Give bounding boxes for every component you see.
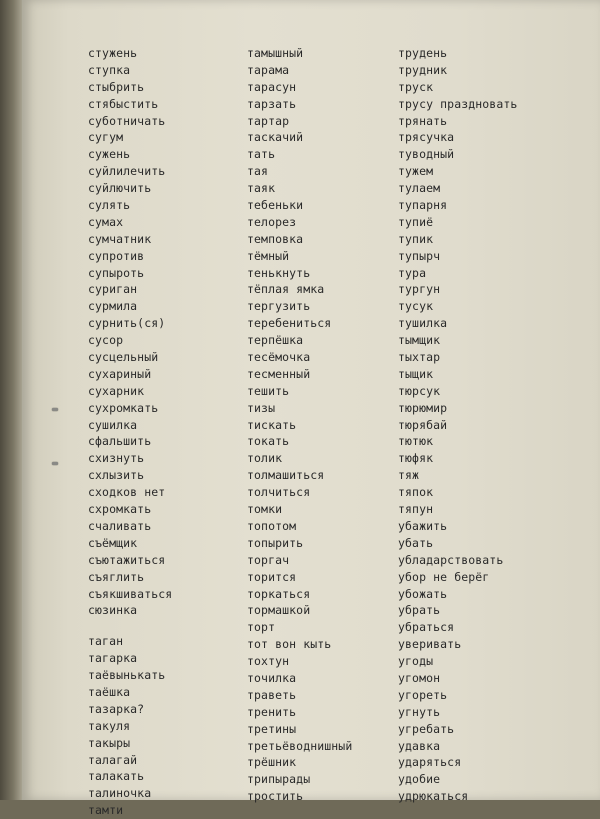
word-entry: убажить — [398, 518, 448, 533]
word-entry: схромкать — [88, 502, 152, 517]
word-entry: тупарня — [398, 198, 448, 213]
word-entry: съякшиваться — [88, 586, 173, 601]
word-entry: убор не берёг — [398, 569, 490, 584]
word-entry: суйлилечить — [88, 164, 166, 179]
word-entry: тартар — [247, 113, 290, 128]
word-entry: трипырады — [247, 772, 311, 787]
word-entry: тыщик — [398, 366, 434, 381]
word-entry: тесменный — [247, 366, 311, 381]
word-entry: тяж — [398, 468, 420, 483]
word-entry: торкаться — [247, 586, 311, 601]
word-entry: третьёводнишный — [247, 738, 353, 753]
staple-top — [52, 408, 58, 411]
word-entry: темповка — [247, 231, 304, 246]
word-entry: удрюкаться — [398, 789, 469, 804]
word-group-s — [88, 45, 172, 619]
word-entry: теребениться — [247, 316, 332, 331]
word-entry: токать — [247, 434, 290, 449]
word-entry: схлызить — [88, 468, 145, 483]
word-entry: удавка — [398, 738, 441, 753]
word-entry: тымщик — [398, 333, 441, 348]
word-entry: тупырч — [398, 248, 441, 263]
word-entry: ступка — [88, 62, 131, 77]
word-entry: сюзинка — [88, 603, 138, 618]
word-entry: тамти — [88, 803, 124, 818]
word-entry: тая — [247, 164, 269, 179]
word-entry: трясучка — [398, 130, 455, 145]
word-entry: сумах — [88, 214, 124, 229]
word-entry: трудник — [398, 62, 448, 77]
word-entry: сугум — [88, 130, 124, 145]
word-entry: тура — [398, 265, 427, 280]
word-entry: тохтун — [247, 654, 290, 669]
word-entry: тот вон кыть — [247, 637, 332, 652]
word-entry: угомон — [398, 670, 441, 685]
word-entry: тыхтар — [398, 350, 441, 365]
word-entry: угореть — [398, 687, 448, 702]
word-entry: тазарка? — [88, 701, 145, 716]
word-entry: суйлючить — [88, 181, 152, 196]
word-entry: трусу праздновать — [398, 96, 518, 111]
word-entry: съютажиться — [88, 552, 166, 567]
word-entry: тюрябай — [398, 417, 448, 432]
word-entry: тургун — [398, 282, 441, 297]
word-entry: талакать — [88, 769, 145, 784]
word-entry: сусцельный — [88, 350, 159, 365]
word-entry: сходков нет — [88, 485, 166, 500]
word-entry: туводный — [398, 147, 455, 162]
word-entry: сусор — [88, 333, 124, 348]
word-entry: таган — [88, 634, 124, 649]
word-entry: тебеньки — [247, 198, 304, 213]
word-entry: убраться — [398, 620, 455, 635]
word-entry: тяпок — [398, 485, 434, 500]
word-entry: томки — [247, 502, 283, 517]
word-entry: топотом — [247, 518, 297, 533]
word-entry: труск — [398, 79, 434, 94]
word-entry: тренить — [247, 704, 297, 719]
word-entry: стужень — [88, 46, 138, 60]
word-entry: тарама — [247, 62, 290, 77]
word-entry: тагарка — [88, 651, 138, 666]
staple-bottom — [52, 462, 58, 465]
word-entry: счаливать — [88, 518, 152, 533]
word-entry: удобие — [398, 772, 441, 787]
word-entry: трянать — [398, 113, 448, 128]
word-group-t — [247, 45, 352, 805]
word-entry: сухромкать — [88, 400, 159, 415]
word-entry: тютюк — [398, 434, 434, 449]
word-entry: топырить — [247, 535, 304, 550]
word-entry: угнуть — [398, 704, 441, 719]
word-entry: таскачий — [247, 130, 304, 145]
word-entry: тулаем — [398, 181, 441, 196]
word-column-3 — [398, 45, 517, 805]
word-entry: тарасун — [247, 79, 297, 94]
word-group-tr-u — [398, 45, 517, 805]
word-entry: убрать — [398, 603, 441, 618]
word-entry: сулять — [88, 198, 131, 213]
word-entry: сужень — [88, 147, 131, 162]
word-entry: тусук — [398, 299, 434, 314]
word-entry: угребать — [398, 721, 455, 736]
word-entry: точилка — [247, 670, 297, 685]
word-entry: тёплая ямка — [247, 282, 325, 297]
word-entry: таёшка — [88, 684, 131, 699]
word-entry: тюрюмир — [398, 400, 448, 415]
word-entry: супыроть — [88, 265, 145, 280]
word-entry: съёмщик — [88, 535, 138, 550]
word-entry: тростить — [247, 789, 304, 804]
word-entry: третины — [247, 721, 297, 736]
word-column-1 — [88, 45, 172, 819]
word-entry: терпёшка — [247, 333, 304, 348]
word-entry: толчиться — [247, 485, 311, 500]
word-entry: тушилка — [398, 316, 448, 331]
word-entry: тюрсук — [398, 383, 441, 398]
word-entry: талагай — [88, 752, 138, 767]
word-entry: торт — [247, 620, 276, 635]
word-entry: торится — [247, 569, 297, 584]
word-entry: стябыстить — [88, 96, 159, 111]
word-entry: тесёмочка — [247, 350, 311, 365]
word-entry: убожать — [398, 586, 448, 601]
word-entry: сумчатник — [88, 231, 152, 246]
word-entry: такуля — [88, 718, 131, 733]
word-entry: тужем — [398, 164, 434, 179]
word-entry: ударяться — [398, 755, 462, 770]
word-entry: стыбрить — [88, 79, 145, 94]
word-entry: тяпун — [398, 502, 434, 517]
word-entry: сфальшить — [88, 434, 152, 449]
word-entry: сурмила — [88, 299, 138, 314]
word-entry: сухарник — [88, 383, 145, 398]
word-entry: уверивать — [398, 637, 462, 652]
word-entry: талиночка — [88, 786, 152, 801]
word-entry: убать — [398, 535, 434, 550]
word-entry: тёмный — [247, 248, 290, 263]
word-entry: тупик — [398, 231, 434, 246]
word-entry: торгач — [247, 552, 290, 567]
word-entry: тешить — [247, 383, 290, 398]
word-entry: тать — [247, 147, 276, 162]
word-entry: тормашкой — [247, 603, 311, 618]
word-entry: толик — [247, 451, 283, 466]
word-entry: таяк — [247, 181, 276, 196]
word-entry: угоды — [398, 654, 434, 669]
word-column-2 — [247, 45, 352, 805]
word-entry: траветь — [247, 687, 297, 702]
word-entry: сурнить(ся) — [88, 316, 166, 331]
word-entry: такыры — [88, 735, 131, 750]
word-entry: толмашиться — [247, 468, 325, 483]
word-entry: сушилка — [88, 417, 138, 432]
word-entry: тюфяк — [398, 451, 434, 466]
word-group-ta — [88, 633, 172, 819]
word-entry: съяглить — [88, 569, 145, 584]
word-entry: тамышный — [247, 46, 304, 60]
word-entry: сухариный — [88, 366, 152, 381]
word-entry: трудень — [398, 46, 448, 60]
word-entry: трёшник — [247, 755, 297, 770]
word-entry: убладарствовать — [398, 552, 504, 567]
word-entry: схизнуть — [88, 451, 145, 466]
word-entry: суботничать — [88, 113, 166, 128]
word-entry: тупиё — [398, 214, 434, 229]
group-gap — [88, 619, 172, 633]
word-entry: суриган — [88, 282, 138, 297]
book-spine-shadow — [0, 0, 22, 800]
word-entry: тенькнуть — [247, 265, 311, 280]
word-entry: телорез — [247, 214, 297, 229]
word-entry: таёвынькать — [88, 668, 166, 683]
word-entry: тергузить — [247, 299, 311, 314]
word-entry: супротив — [88, 248, 145, 263]
word-entry: тарзать — [247, 96, 297, 111]
word-entry: тизы — [247, 400, 276, 415]
word-entry: тискать — [247, 417, 297, 432]
